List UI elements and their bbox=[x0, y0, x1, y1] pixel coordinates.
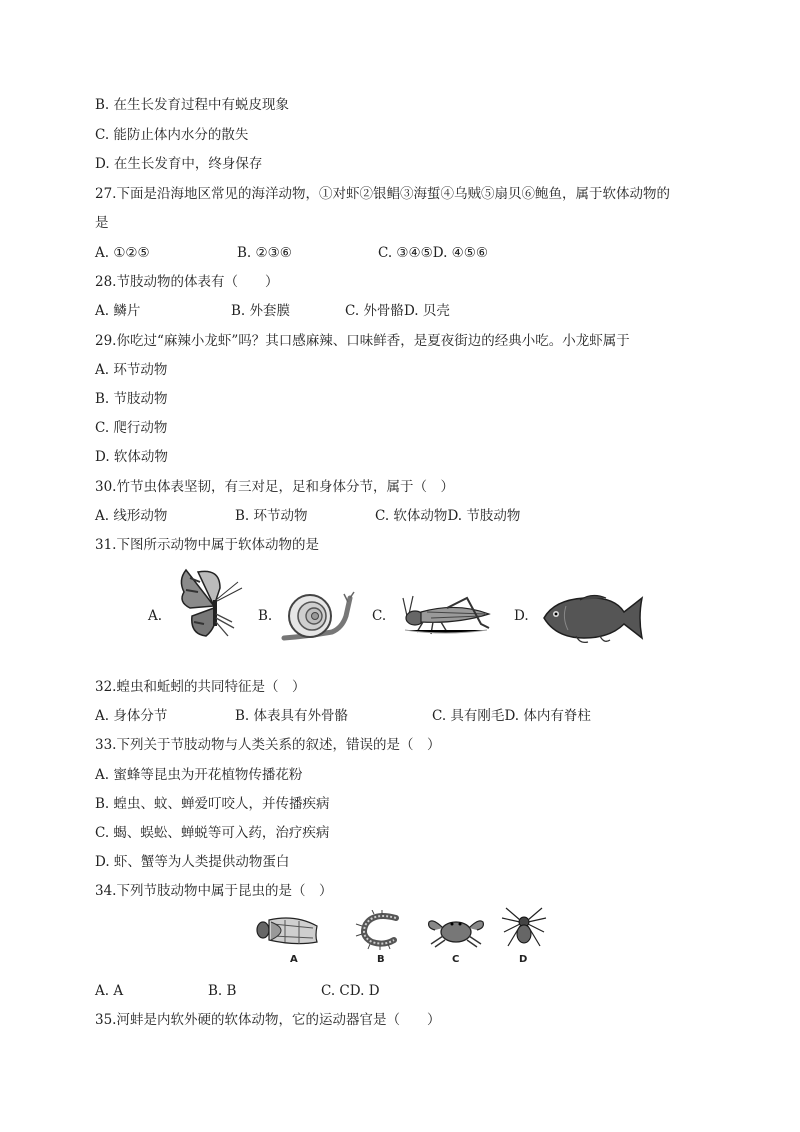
q32-option-a: A. 身体分节 bbox=[95, 708, 168, 724]
q29-option-d: D. 软体动物 bbox=[95, 449, 168, 465]
q28-option-d: D. 贝壳 bbox=[403, 303, 450, 319]
q30-option-c: C. 软体动物 bbox=[375, 508, 448, 524]
q29-option-c: C. 爬行动物 bbox=[95, 420, 168, 436]
q31-label-b: B. bbox=[258, 608, 273, 624]
q31-stem: 31.下图所示动物中属于软体动物的是 bbox=[95, 537, 319, 553]
q30-option-a: A. 线形动物 bbox=[95, 508, 168, 524]
q26-option-b: B. 在生长发育过程中有蜕皮现象 bbox=[95, 97, 290, 113]
q33-option-c: C. 蝎、蜈蚣、蝉蜕等可入药，治疗疾病 bbox=[95, 825, 330, 841]
q31-label-a: A. bbox=[148, 608, 163, 624]
q28-option-b: B. 外套膜 bbox=[231, 303, 291, 319]
q28-options bbox=[95, 302, 450, 320]
q34-option-c: C. C bbox=[321, 983, 350, 999]
grasshopper-image bbox=[397, 594, 495, 636]
q34-stem: 34.下列节肢动物中属于昆虫的是（ ） bbox=[95, 883, 333, 899]
q31-label-c: C. bbox=[372, 608, 387, 624]
q33-option-b: B. 蝗虫、蚊、蝉爱叮咬人，并传播疾病 bbox=[95, 796, 330, 812]
q30-options bbox=[95, 507, 520, 525]
q34-options bbox=[95, 982, 380, 1000]
q34-option-b: B. B bbox=[208, 983, 237, 999]
cicada-image bbox=[255, 912, 321, 948]
q27-option-b: B. ②③⑥ bbox=[237, 245, 292, 261]
spider-image bbox=[500, 906, 548, 950]
q32-option-c: C. 具有刚毛 bbox=[432, 708, 505, 724]
q28-option-c: C. 外骨骼 bbox=[345, 303, 404, 319]
crab-image bbox=[425, 912, 487, 948]
q33-stem: 33.下列关于节肢动物与人类关系的叙述，错误的是（ ） bbox=[95, 737, 441, 753]
q34-option-d: D. D bbox=[349, 983, 380, 999]
q27-option-a: A. ①②⑤ bbox=[95, 245, 150, 261]
fish-image bbox=[540, 590, 646, 646]
q32-options bbox=[95, 707, 591, 725]
q32-stem: 32.蝗虫和蚯蚓的共同特征是（ ） bbox=[95, 679, 306, 695]
q27-options bbox=[95, 244, 488, 262]
q34-caption-d: D bbox=[519, 954, 528, 965]
q32-option-b: B. 体表具有外骨骼 bbox=[235, 708, 349, 724]
q29-stem: 29.你吃过“麻辣小龙虾”吗？其口感麻辣、口味鲜香，是夏夜街边的经典小吃。小龙虾属于 bbox=[95, 333, 630, 349]
q35-stem: 35.河蚌是内软外硬的软体动物，它的运动器官是（ ） bbox=[95, 1012, 441, 1028]
q32-option-d: D. 体内有脊柱 bbox=[504, 708, 591, 724]
snail-image bbox=[280, 588, 360, 644]
q28-option-a: A. 鳞片 bbox=[95, 303, 141, 319]
q34-caption-c: C bbox=[452, 954, 460, 965]
centipede-image bbox=[354, 910, 404, 950]
q29-option-b: B. 节肢动物 bbox=[95, 391, 168, 407]
butterfly-image bbox=[176, 566, 250, 640]
q26-option-c: C. 能防止体内水分的散失 bbox=[95, 127, 249, 143]
q31-label-d: D. bbox=[514, 608, 529, 624]
q30-stem: 30.竹节虫体表坚韧，有三对足，足和身体分节，属于（ ） bbox=[95, 479, 454, 495]
q26-option-d: D. 在生长发育中，终身保存 bbox=[95, 156, 263, 172]
q27-option-c: C. ③④⑤ bbox=[378, 245, 433, 261]
q27-stem-cont: 是 bbox=[95, 215, 109, 231]
q30-option-b: B. 环节动物 bbox=[235, 508, 308, 524]
q29-option-a: A. 环节动物 bbox=[95, 362, 168, 378]
q34-caption-b: B bbox=[377, 954, 385, 965]
q27-option-d: D. ④⑤⑥ bbox=[432, 245, 488, 261]
q34-caption-a: A bbox=[290, 954, 298, 965]
q34-option-a: A. A bbox=[95, 983, 124, 999]
q27-stem: 27.下面是沿海地区常见的海洋动物，①对虾②银鲳③海蜇④乌贼⑤扇贝⑥鲍鱼，属于软体动物的 bbox=[95, 186, 670, 202]
q33-option-d: D. 虾、蟹等为人类提供动物蛋白 bbox=[95, 854, 290, 870]
q30-option-d: D. 节肢动物 bbox=[447, 508, 521, 524]
q28-stem: 28.节肢动物的体表有（ ） bbox=[95, 274, 279, 290]
q33-option-a: A. 蜜蜂等昆虫为开花植物传播花粉 bbox=[95, 767, 303, 783]
